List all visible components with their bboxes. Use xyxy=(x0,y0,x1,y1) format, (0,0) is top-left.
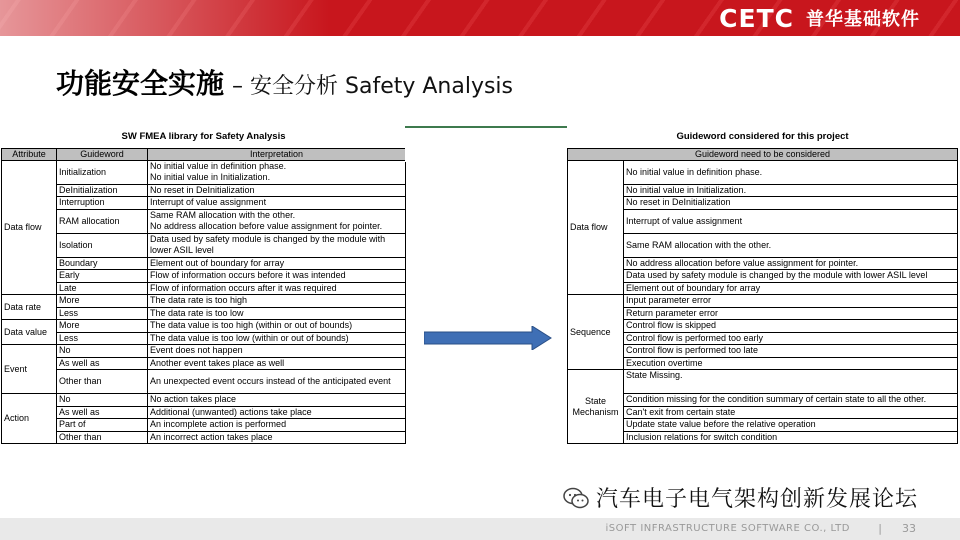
guideword-cell: As well as xyxy=(57,357,148,370)
attribute-cell: Data flow xyxy=(568,160,624,295)
slide-title-main: 功能安全实施 xyxy=(56,67,225,100)
guideword-needed-cell: Can't exit from certain state xyxy=(624,406,958,419)
guideword-cell: No xyxy=(57,394,148,407)
interpretation-cell: No initial value in definition phase. No initial value in Initialization. xyxy=(148,160,406,184)
guideword-needed-cell: Interrupt of value assignment xyxy=(624,209,958,233)
guideword-needed-cell: No reset in DeInitialization xyxy=(624,197,958,210)
guideword-needed-cell: Inclusion relations for switch condition xyxy=(624,431,958,444)
table-row xyxy=(568,370,958,394)
guideword-cell: Initialization xyxy=(57,160,148,184)
interpretation-cell: Flow of information occurs before it was intended xyxy=(148,270,406,283)
table-row xyxy=(568,431,958,444)
guideword-needed-cell: Update state value before the relative operation xyxy=(624,419,958,432)
table-row xyxy=(2,406,406,419)
col-header-attribute: Attribute xyxy=(2,148,57,160)
interpretation-cell: An incorrect action takes place xyxy=(148,431,406,444)
guideword-needed-cell: Return parameter error xyxy=(624,307,958,320)
interpretation-cell: No action takes place xyxy=(148,394,406,407)
guideword-cell: Interruption xyxy=(57,197,148,210)
table-row xyxy=(568,419,958,432)
guideword-cell: Isolation xyxy=(57,233,148,257)
guideword-cell: DeInitialization xyxy=(57,184,148,197)
table-row xyxy=(568,160,958,184)
interpretation-cell: Event does not happen xyxy=(148,345,406,358)
guideword-cell: Boundary xyxy=(57,257,148,270)
wechat-icon xyxy=(562,486,590,510)
table-row xyxy=(2,233,406,257)
guideword-needed-cell: Same RAM allocation with the other. xyxy=(624,233,958,257)
table-row xyxy=(568,345,958,358)
attribute-cell: Data flow xyxy=(2,160,57,295)
guideword-needed-cell: Control flow is skipped xyxy=(624,320,958,333)
guideword-needed-cell: Execution overtime xyxy=(624,357,958,370)
guideword-cell: More xyxy=(57,295,148,308)
wechat-watermark xyxy=(562,482,918,513)
table-row xyxy=(2,419,406,432)
table-row xyxy=(2,370,406,394)
table-row xyxy=(2,394,406,407)
project-table-title: Guideword considered for this project xyxy=(676,131,849,143)
footer-company: iSOFT INFRASTRUCTURE SOFTWARE CO., LTD xyxy=(605,523,850,534)
fmea-table-title: SW FMEA library for Safety Analysis xyxy=(121,131,286,143)
footer-separator: | xyxy=(878,522,882,535)
company-logo xyxy=(719,4,920,32)
interpretation-cell: Flow of information occurs after it was required xyxy=(148,282,406,295)
attribute-cell: Data rate xyxy=(2,295,57,320)
table-row xyxy=(568,209,958,233)
col-header-guideword: Guideword xyxy=(57,148,148,160)
guideword-cell: Late xyxy=(57,282,148,295)
footer-bar xyxy=(0,518,960,540)
project-guideword-body xyxy=(568,126,958,444)
guideword-cell: Less xyxy=(57,307,148,320)
logo-cetc-text: CETC xyxy=(719,3,794,33)
col-header-guideword-needed: Guideword need to be considered xyxy=(568,148,958,160)
guideword-needed-cell: No initial value in definition phase. xyxy=(624,160,958,184)
logo-chinese-text: 普华基础软件 xyxy=(806,9,920,30)
table-row xyxy=(2,257,406,270)
right-arrow-icon xyxy=(424,326,552,350)
top-banner xyxy=(0,0,960,36)
table-row xyxy=(2,431,406,444)
interpretation-cell: Element out of boundary for array xyxy=(148,257,406,270)
fmea-library-table xyxy=(1,126,406,444)
interpretation-cell: Interrupt of value assignment xyxy=(148,197,406,210)
attribute-cell: State Mechanism xyxy=(568,370,624,444)
table-row xyxy=(568,257,958,270)
watermark-text: 汽车电子电气架构创新发展论坛 xyxy=(596,487,919,512)
table-row xyxy=(2,357,406,370)
guideword-needed-cell: Control flow is performed too early xyxy=(624,332,958,345)
attribute-cell: Event xyxy=(2,345,57,394)
table-row xyxy=(568,307,958,320)
interpretation-cell: An incomplete action is performed xyxy=(148,419,406,432)
guideword-needed-cell: No initial value in Initialization. xyxy=(624,184,958,197)
project-guideword-table xyxy=(567,126,958,444)
table-row xyxy=(2,295,406,308)
guideword-cell: Early xyxy=(57,270,148,283)
table-row xyxy=(2,307,406,320)
table-row xyxy=(568,197,958,210)
slide-title xyxy=(56,62,513,102)
guideword-cell: No xyxy=(57,345,148,358)
table-row xyxy=(2,320,406,333)
table-row xyxy=(568,184,958,197)
table-row xyxy=(2,209,406,233)
interpretation-cell: Same RAM allocation with the other. No address allocation before value assignment for pointer. xyxy=(148,209,406,233)
table-row xyxy=(568,282,958,295)
guideword-cell: Other than xyxy=(57,431,148,444)
guideword-needed-cell: No address allocation before value assignment for pointer. xyxy=(624,257,958,270)
table-row xyxy=(2,282,406,295)
guideword-cell: Part of xyxy=(57,419,148,432)
guideword-cell: RAM allocation xyxy=(57,209,148,233)
interpretation-cell: Data used by safety module is changed by the module with lower ASIL level xyxy=(148,233,406,257)
table-row xyxy=(568,394,958,407)
project-table-title-row xyxy=(568,126,958,148)
table-row xyxy=(568,270,958,283)
page-number: 33 xyxy=(902,522,916,535)
table-row xyxy=(2,345,406,358)
interpretation-cell: The data rate is too low xyxy=(148,307,406,320)
table-row xyxy=(568,320,958,333)
guideword-needed-cell: Condition missing for the condition summary of certain state to all the other. xyxy=(624,394,958,407)
attribute-cell: Action xyxy=(2,394,57,444)
table-row xyxy=(568,406,958,419)
interpretation-cell: Another event takes place as well xyxy=(148,357,406,370)
attribute-cell: Sequence xyxy=(568,295,624,370)
guideword-cell: As well as xyxy=(57,406,148,419)
guideword-needed-cell: Data used by safety module is changed by the module with lower ASIL level xyxy=(624,270,958,283)
fmea-table-title-row xyxy=(2,126,406,148)
table-row xyxy=(2,160,406,184)
spreadsheet-gap xyxy=(405,126,567,162)
interpretation-cell: The data value is too high (within or out of bounds) xyxy=(148,320,406,333)
interpretation-cell: The data value is too low (within or out of bounds) xyxy=(148,332,406,345)
guideword-needed-cell: Control flow is performed too late xyxy=(624,345,958,358)
table-row xyxy=(2,184,406,197)
guideword-needed-cell: Element out of boundary for array xyxy=(624,282,958,295)
table-row xyxy=(2,197,406,210)
table-row xyxy=(568,295,958,308)
table-row xyxy=(568,332,958,345)
interpretation-cell: No reset in DeInitialization xyxy=(148,184,406,197)
banner-fade xyxy=(0,0,330,36)
col-header-interpretation: Interpretation xyxy=(148,148,406,160)
attribute-cell: Data value xyxy=(2,320,57,345)
interpretation-cell: The data rate is too high xyxy=(148,295,406,308)
guideword-cell: More xyxy=(57,320,148,333)
interpretation-cell: An unexpected event occurs instead of the anticipated event xyxy=(148,370,406,394)
guideword-needed-cell: Input parameter error xyxy=(624,295,958,308)
table-row xyxy=(2,332,406,345)
fmea-library-body xyxy=(2,126,406,444)
table-row xyxy=(568,233,958,257)
fmea-table-header-row xyxy=(2,148,406,160)
guideword-cell: Other than xyxy=(57,370,148,394)
project-table-header-row xyxy=(568,148,958,160)
interpretation-cell: Additional (unwanted) actions take place xyxy=(148,406,406,419)
table-row xyxy=(2,270,406,283)
slide-title-sub: – 安全分析 Safety Analysis xyxy=(232,74,514,99)
guideword-cell: Less xyxy=(57,332,148,345)
guideword-needed-cell: State Missing. xyxy=(624,370,958,394)
table-row xyxy=(568,357,958,370)
